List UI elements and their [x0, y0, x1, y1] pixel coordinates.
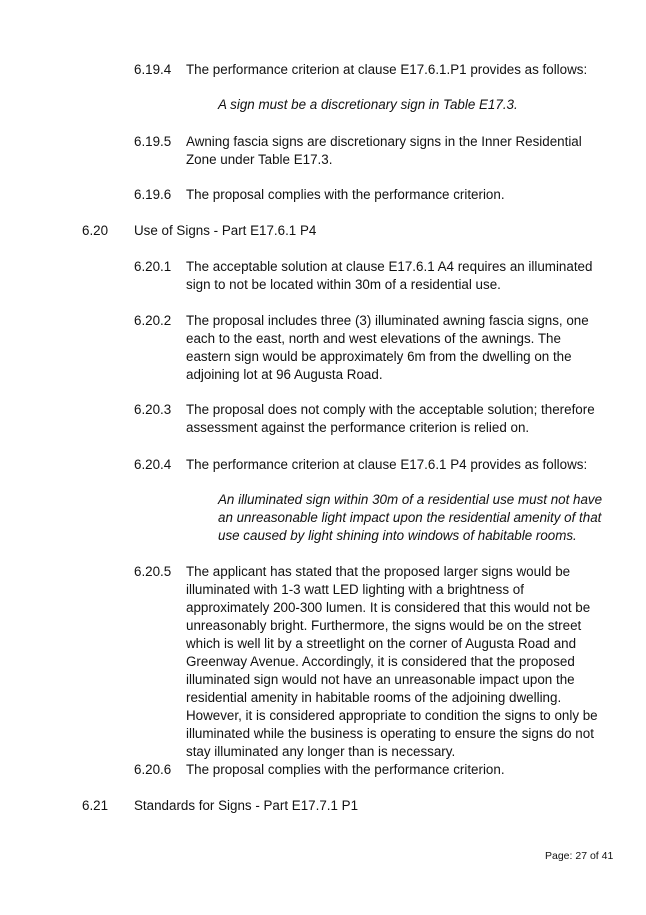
paragraph-number: 6.19.4	[134, 62, 172, 77]
paragraph-text: The applicant has stated that the proposed larger signs would be illuminated with 1-3 watt LED lighting with a brightness of approximately 200-300 lumen. It is considered that this would not be unreasonably bright. Furthermore, the signs would be on the street which is well lit by a streetlight on the corner of Augusta Road and Greenway Avenue. Accordingly, it is considered that the proposed illuminated sign would not have an unreasonable impact upon the residential amenity in habitable rooms of the adjoining dwelling. However, it is considered appropriate to condition the signs to only be illuminated while the business is operating to ensure the signs do not stay illuminated any longer than is necessary.	[186, 564, 598, 759]
quoted-criterion: A sign must be a discretionary sign in Table E17.3.	[218, 97, 518, 112]
paragraph-number: 6.20.6	[134, 762, 172, 777]
paragraph-number: 6.20.4	[134, 457, 172, 472]
paragraph-text: The proposal includes three (3) illuminated awning fascia signs, one each to the east, north and west elevations of the awnings. The eastern sign would be approximately 6m from the dwelling on the adjoining lot at 96 Augusta Road.	[186, 313, 589, 382]
paragraph-text: The proposal complies with the performance criterion.	[186, 187, 505, 202]
paragraph-text: The proposal does not comply with the acceptable solution; therefore assessment against the performance criterion is relied on.	[186, 402, 595, 435]
quoted-criterion: An illuminated sign within 30m of a residential use must not have an unreasonable light impact upon the residential amenity of that use caused by light shining into windows of habitable rooms.	[218, 492, 603, 543]
section-number: 6.20	[82, 223, 109, 238]
paragraph-text: The performance criterion at clause E17.6.1.P1 provides as follows:	[186, 62, 588, 77]
page-number: Page: 27 of 41	[545, 850, 614, 862]
section-number: 6.21	[82, 798, 109, 813]
section-heading: Use of Signs - Part E17.6.1 P4	[134, 223, 317, 238]
paragraph-number: 6.19.5	[134, 134, 172, 149]
section-heading: Standards for Signs - Part E17.7.1 P1	[134, 798, 359, 813]
paragraph-text: The acceptable solution at clause E17.6.1 A4 requires an illuminated sign to not be located within 30m of a residential use.	[186, 259, 593, 292]
paragraph-number: 6.20.2	[134, 313, 172, 328]
paragraph-text: The proposal complies with the performance criterion.	[186, 762, 505, 777]
paragraph-number: 6.20.5	[134, 564, 172, 579]
paragraph-number: 6.20.1	[134, 259, 172, 274]
paragraph-text: Awning fascia signs are discretionary signs in the Inner Residential Zone under Table E17.3.	[186, 134, 582, 167]
paragraph-text: The performance criterion at clause E17.6.1 P4 provides as follows:	[186, 457, 588, 472]
paragraph-number: 6.19.6	[134, 187, 172, 202]
paragraph-number: 6.20.3	[134, 402, 172, 417]
